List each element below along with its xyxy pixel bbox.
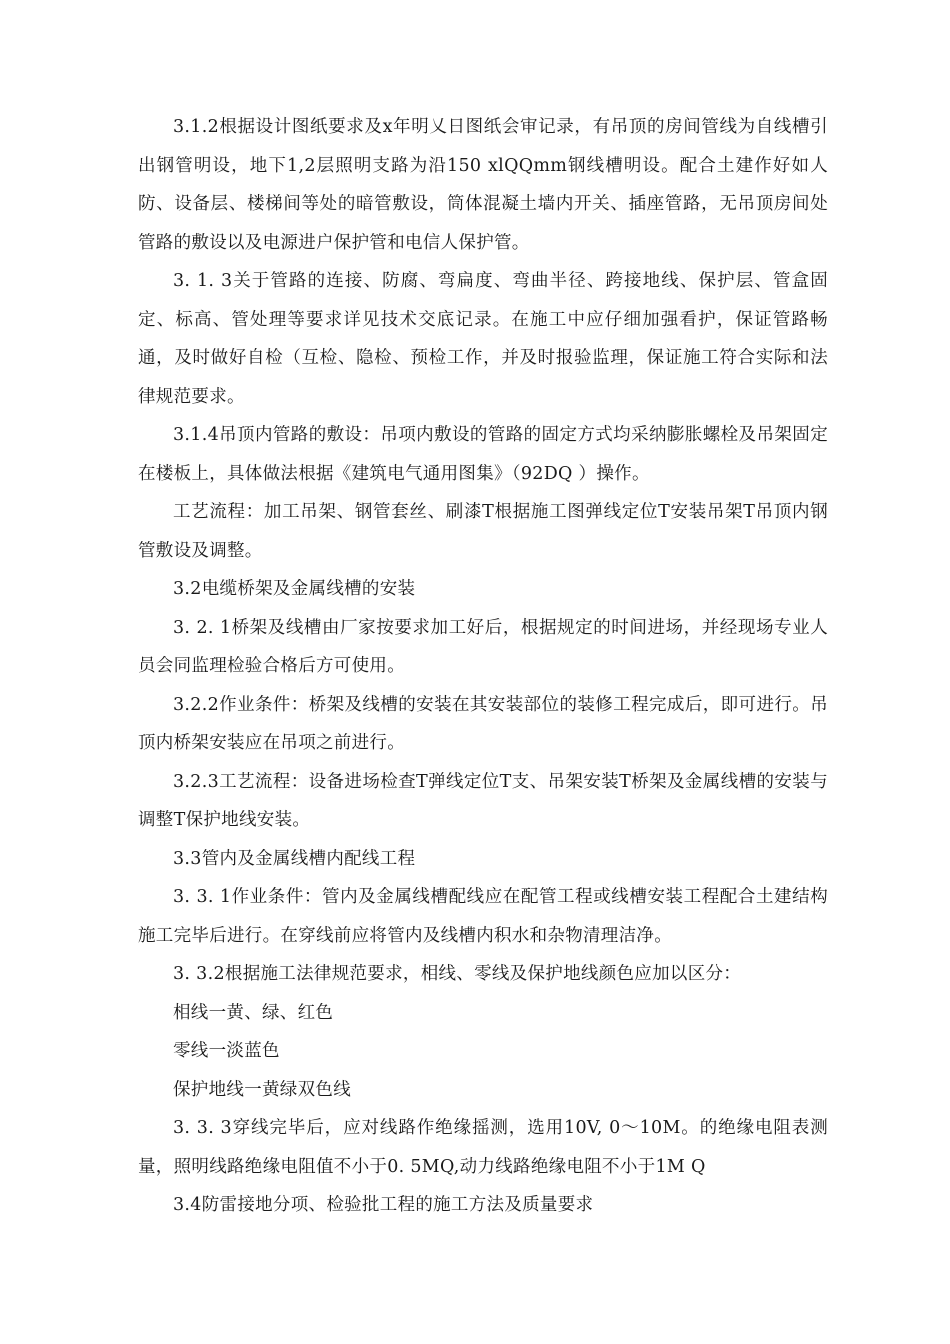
document-body (138, 108, 828, 1225)
section-heading-3-2: 3.2电缆桥架及金属线槽的安装 (173, 579, 416, 599)
paragraph-3-3-1: 3. 3. 1作业条件：管内及金属线槽配线应在配管工程或线槽安装工程配合土建结构施工完毕后进行。在穿线前应将管内及线槽内积水和杂物清理洁净。 (138, 887, 828, 946)
paragraph-3-2-1: 3. 2. 1桥架及线槽由厂家按要求加工好后，根据规定的时间进场，并经现场专业人员会同监理检验合格后方可使用。 (138, 617, 828, 676)
list-item-ground-wire: 保护地线一黄绿双色线 (173, 1079, 351, 1100)
list-item-phase-wire: 相线一黄、绿、红色 (173, 1002, 334, 1023)
paragraph-3-1-4: 3.1.4吊顶内管路的敷设：吊项内敷设的管路的固定方式均采纳膨胀螺栓及吊架固定在楼板上，具体做法根据《建筑电气通用图集》（92DQ ）操作。 (138, 425, 828, 484)
paragraph-3-1-3: 3. 1. 3关于管路的连接、防腐、弯扁度、弯曲半径、跨接地线、保护层、管盒固定、标高、管处理等要求详见技术交底记录。在施工中应仔细加强看护，保证管路畅通，及时做好自检（互检、隐检、预检工作，并及时报验监理，保证施工符合实际和法律规范要求。 (138, 271, 828, 407)
paragraph-process-flow: 工艺流程：加工吊架、钢管套丝、刷漆T根据施工图弹线定位T安装吊架T吊顶内钢管敷设及调整。 (138, 502, 828, 561)
section-heading-3-4: 3.4防雷接地分项、检验批工程的施工方法及质量要求 (173, 1195, 594, 1215)
paragraph-3-3-2: 3. 3.2根据施工法律规范要求，相线、零线及保护地线颜色应加以区分： (173, 964, 742, 984)
paragraph-3-3-3: 3. 3. 3穿线完毕后，应对线路作绝缘摇测，选用10V, 0〜10M。的绝缘电阻表测量，照明线路绝缘电阻值不小于0. 5MQ,动力线路绝缘电阻不小于1M Q (138, 1118, 828, 1177)
paragraph-3-1-2: 3.1.2根据设计图纸要求及x年明乂日图纸会审记录，有吊顶的房间管线为自线槽引出钢管明设，地下1,2层照明支路为沿150 xlQQmm钢线槽明设。配合土建作好如人防、设备层、楼梯间等处的暗管敷设，筒体混凝土墙内开关、插座管路，无吊顶房间处管路的敷设以及电源进户保护管和电信人保护管。 (138, 117, 828, 253)
section-heading-3-3: 3.3管内及金属线槽内配线工程 (173, 848, 416, 869)
list-item-neutral-wire: 零线一淡蓝色 (173, 1041, 280, 1061)
paragraph-3-2-2: 3.2.2作业条件：桥架及线槽的安装在其安装部位的装修工程完成后，即可进行。吊顶内桥架安装应在吊项之前进行。 (138, 694, 828, 753)
paragraph-3-2-3: 3.2.3工艺流程：设备进场检查T弹线定位T支、吊架安装T桥架及金属线槽的安装与调整T保护地线安装。 (138, 771, 828, 830)
